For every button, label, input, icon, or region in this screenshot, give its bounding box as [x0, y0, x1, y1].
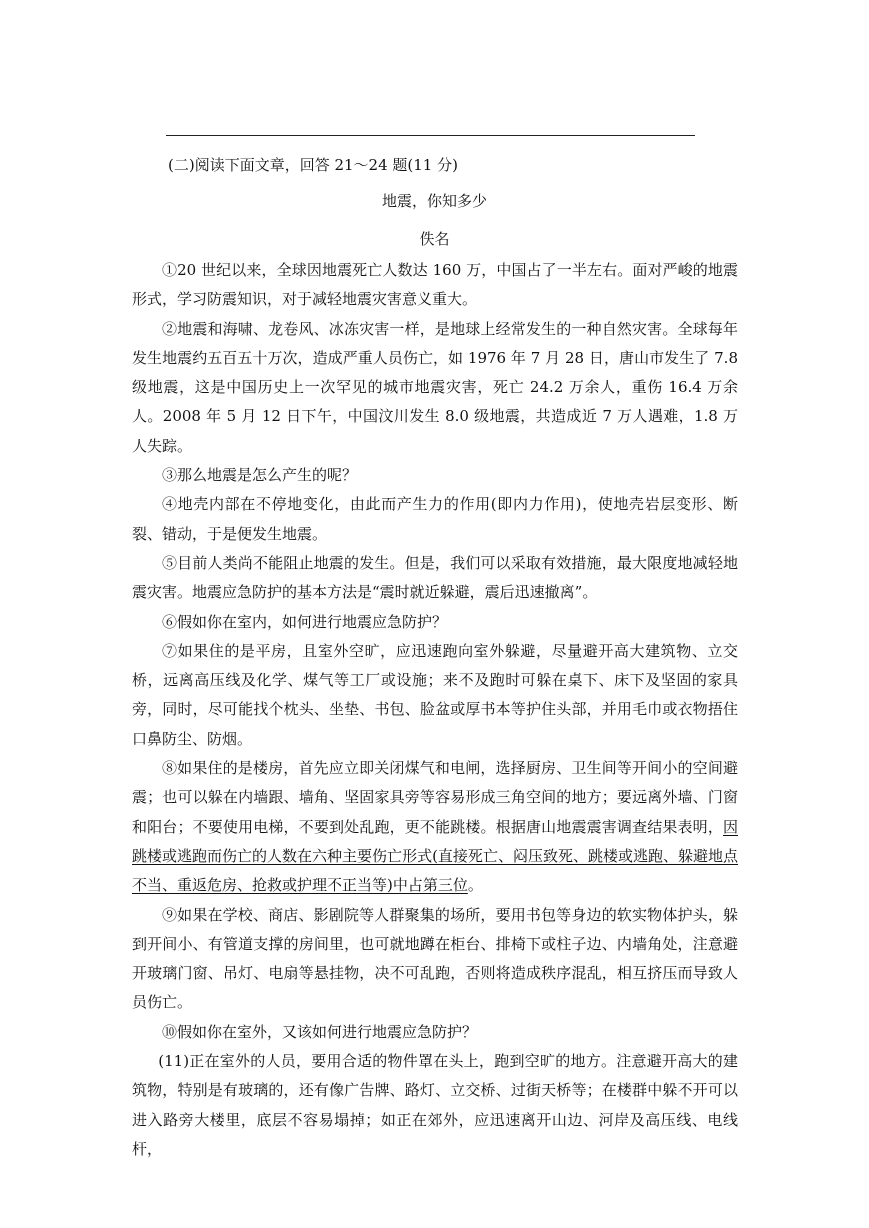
paragraph-4: ④地壳内部在不停地变化，由此而产生力的作用(即内力作用)，使地壳岩层变形、断裂、错动，于是便发生地震。: [132, 495, 738, 543]
paragraph-7: ⑦如果住的是平房，且室外空旷，应迅速跑向室外躲避，尽量避开高大建筑物、立交桥，远离高压线及化学、煤气等工厂或设施；来不及跑时可躲在桌下、床下及坚固的家具旁，同时，尽可能找个枕头、坐垫、书包、脸盆或厚书本等护住头部，并用毛巾或衣物捂住口鼻防尘、防烟。: [132, 641, 738, 748]
top-divider: [166, 135, 695, 136]
paragraph-11: (11)正在室外的人员，要用合适的物件罩在头上，跑到空旷的地方。注意避开高大的建筑物，特别是有玻璃的，还有像广告牌、路灯、立交桥、过街天桥等；在楼群中躲不开可以进入路旁大楼里，底层不容易塌掉；如正在郊外，应迅速离开山边、河岸及高压线、电线杆，: [132, 1052, 738, 1158]
paragraph-3: ③那么地震是怎么产生的呢？: [162, 466, 358, 485]
article-body: [132, 256, 738, 1164]
paragraph-8-tail: 。: [467, 876, 483, 895]
article-title: 地震，你知多少: [381, 192, 487, 210]
underlined-sentence: 因跳楼或逃跑而伤亡的人数在六种主要伤亡形式(直接死亡、闷压致死、跳楼或逃跑、躲避地点不当、重返危房、抢救或护理不正当等)中占第三位: [132, 817, 738, 895]
article-author: 佚名: [419, 230, 450, 248]
paragraph-1: ①20 世纪以来，全球因地震死亡人数达 160 万，中国占了一半左右。面对严峻的地震形式，学习防震知识，对于减轻地震灾害意义重大。: [132, 261, 738, 309]
section-heading: (二)阅读下面文章，回答 21～24 题(11 分): [168, 156, 458, 174]
paragraph-8: [132, 754, 738, 900]
paragraph-8-lead: ⑧如果住的是楼房，首先应立即关闭煤气和电闸，选择厨房、卫生间等开间小的空间避震；也可以躲在内墙跟、墙角、坚固家具旁等容易形成三角空间的地方；要远离外墙、门窗和阳台；不要使用电梯，不要到处乱跑，更不能跳楼。根据唐山地震震害调查结果表明，: [132, 759, 738, 836]
paragraph-2: ②地震和海啸、龙卷风、冰冻灾害一样，是地球上经常发生的一种自然灾害。全球每年发生地震约五百五十万次，造成严重人员伤亡，如 1976 年 7 月 28 日，唐山市发生了 7.8 级地震，这是中国历史上一次罕见的城市地震灾害，死亡 24.2 万余人，重伤 16.4 万余人。2008 年 5 月 12 日下午，中国汶川发生 8.0 级地震，共造成近 7 万人遇难，1.8 万人失踪。: [132, 319, 738, 455]
paragraph-6: ⑥假如你在室内，如何进行地震应急防护？: [162, 612, 448, 631]
paragraph-9: ⑨如果在学校、商店、影剧院等人群聚集的场所，要用书包等身边的软实物体护头，躲到开间小、有管道支撑的房间里，也可就地蹲在柜台、排椅下或柱子边、内墙角处，注意避开玻璃门窗、吊灯、电扇等悬挂物，决不可乱跑，否则将造成秩序混乱，相互挤压而导致人员伤亡。: [132, 905, 738, 1012]
paragraph-5: ⑤目前人类尚不能阻止地震的发生。但是，我们可以采取有效措施，最大限度地减轻地震灾害。地震应急防护的基本方法是“震时就近躲避，震后迅速撤离”。: [132, 553, 738, 602]
paragraph-10: ⑩假如你在室外，又该如何进行地震应急防护？: [162, 1022, 478, 1041]
